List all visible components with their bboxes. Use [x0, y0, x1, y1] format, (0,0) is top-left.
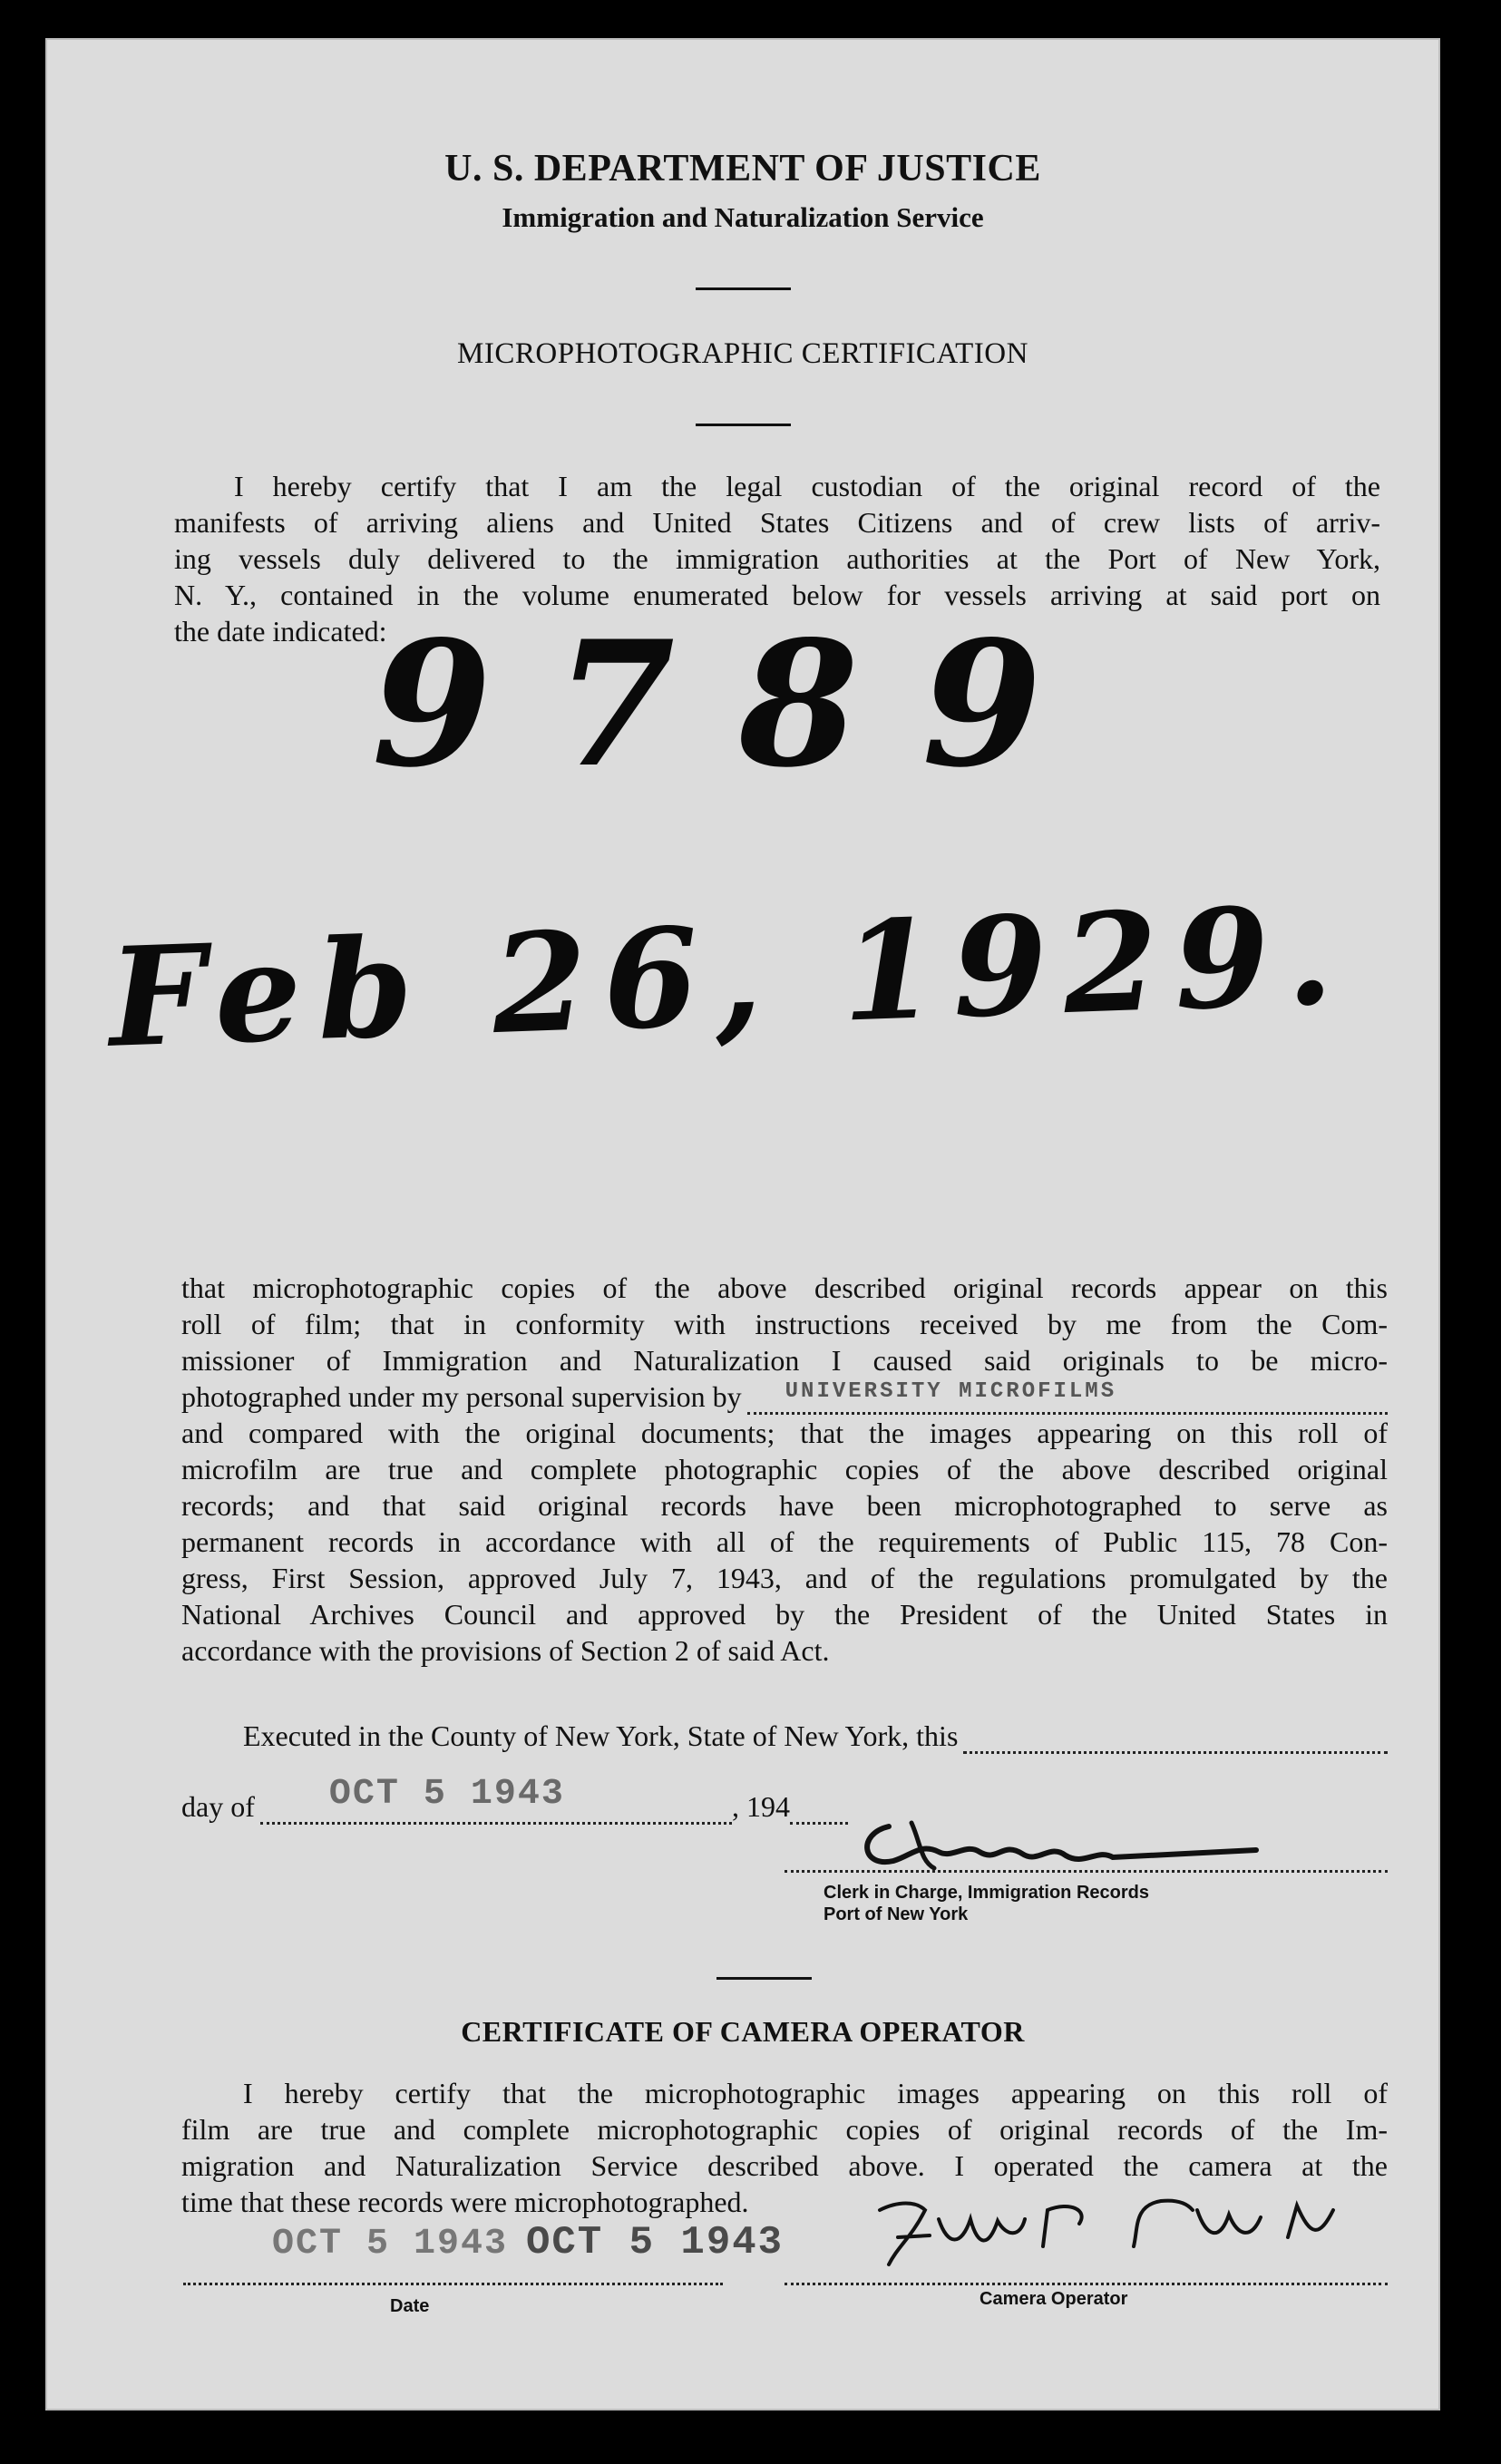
certificate-page [45, 38, 1440, 2410]
day-of-label: day of [181, 1790, 255, 1823]
clerk-location: Port of New York [824, 1904, 969, 1924]
body-line: permanent records in accordance with all of the requirements of Public 115, 78 Con- [181, 1525, 1388, 1558]
intro-line: ing vessels duly delivered to the immigration authorities at the Port of New York, [174, 542, 1380, 575]
operator-line: film are true and complete microphotographic copies of original records of the Im- [181, 2113, 1388, 2146]
body-line: that microphotographic copies of the above described original records appear on this [181, 1271, 1388, 1304]
operator-signature-line [785, 2283, 1388, 2285]
date-label: Date [390, 2296, 430, 2316]
body-line: National Archives Council and approved by the President of the United States in [181, 1598, 1388, 1631]
clerk-title: Clerk in Charge, Immigration Records [824, 1883, 1149, 1903]
intro-line: N. Y., contained in the volume enumerated below for vessels arriving at said port on [174, 579, 1380, 611]
operator-heading: CERTIFICATE OF CAMERA OPERATOR [461, 2015, 1025, 2048]
body-line: roll of film; that in conformity with instructions received by me from the Com- [181, 1308, 1388, 1340]
date-signature-line [183, 2283, 723, 2285]
body-line: accordance with the provisions of Section 2 of said Act. [181, 1634, 830, 1667]
body-line: gress, First Session, approved July 7, 1943, and of the regulations promulgated by the [181, 1562, 1388, 1594]
divider [696, 424, 791, 426]
handwritten-arrival-date: Feb 26, 1929. [106, 875, 1352, 1078]
operator-line: I hereby certify that the microphotographic images appearing on this roll of [243, 2077, 1388, 2109]
execution-text: Executed in the County of New York, State of New York, this [243, 1719, 959, 1752]
signature-scribble-icon [785, 1816, 1388, 1874]
year-suffix: , 194 [732, 1790, 790, 1823]
signature-scribble-icon [862, 2183, 1369, 2283]
photographer-field [747, 1379, 1388, 1415]
day-of-field [260, 1774, 732, 1825]
body-line-prefix: photographed under my personal supervision by [181, 1380, 742, 1413]
intro-line: manifests of arriving aliens and United States Citizens and of crew lists of arriv- [174, 506, 1380, 539]
body-line: records; and that said original records have been microphotographed to serve as [181, 1489, 1388, 1522]
body-line: and compared with the original documents; that the images appearing on this roll of [181, 1417, 1388, 1449]
operator-signature [862, 2183, 1369, 2283]
clerk-signature-line [785, 1870, 1388, 1873]
body-line: microfilm are true and complete photographic copies of the above described original [181, 1453, 1388, 1485]
intro-line: I hereby certify that I am the legal custodian of the original record of the [234, 470, 1380, 502]
service-subtitle: Immigration and Naturalization Service [502, 201, 984, 233]
operator-line: migration and Naturalization Service described above. I operated the camera at the [181, 2149, 1388, 2182]
handwritten-volume-number: 9789 [372, 603, 1106, 805]
date-stamp: OCT 5 1943 [328, 1774, 565, 1815]
body-line [181, 1378, 1388, 1415]
operator-line: time that these records were microphotographed. [181, 2186, 749, 2218]
clerk-signature [785, 1816, 1388, 1874]
day-of-line [181, 1774, 848, 1825]
intro-line: the date indicated: [174, 615, 387, 648]
body-line: missioner of Immigration and Naturalization I caused said originals to be micro- [181, 1344, 1388, 1377]
body-paragraph [181, 1270, 1388, 1669]
divider [716, 1977, 812, 1980]
operator-date-stamp: OCT 5 1943 [272, 2224, 509, 2264]
certification-heading: MICROPHOTOGRAPHIC CERTIFICATION [457, 337, 1028, 370]
operator-label: Camera Operator [980, 2289, 1128, 2309]
execution-day-field [963, 1726, 1388, 1754]
photographer-stamp: UNIVERSITY MICROFILMS [785, 1379, 1117, 1404]
divider [696, 287, 791, 290]
execution-line [243, 1718, 1388, 1754]
operator-date-stamp: OCT 5 1943 [526, 2220, 785, 2265]
department-title: U. S. DEPARTMENT OF JUSTICE [444, 148, 1041, 190]
